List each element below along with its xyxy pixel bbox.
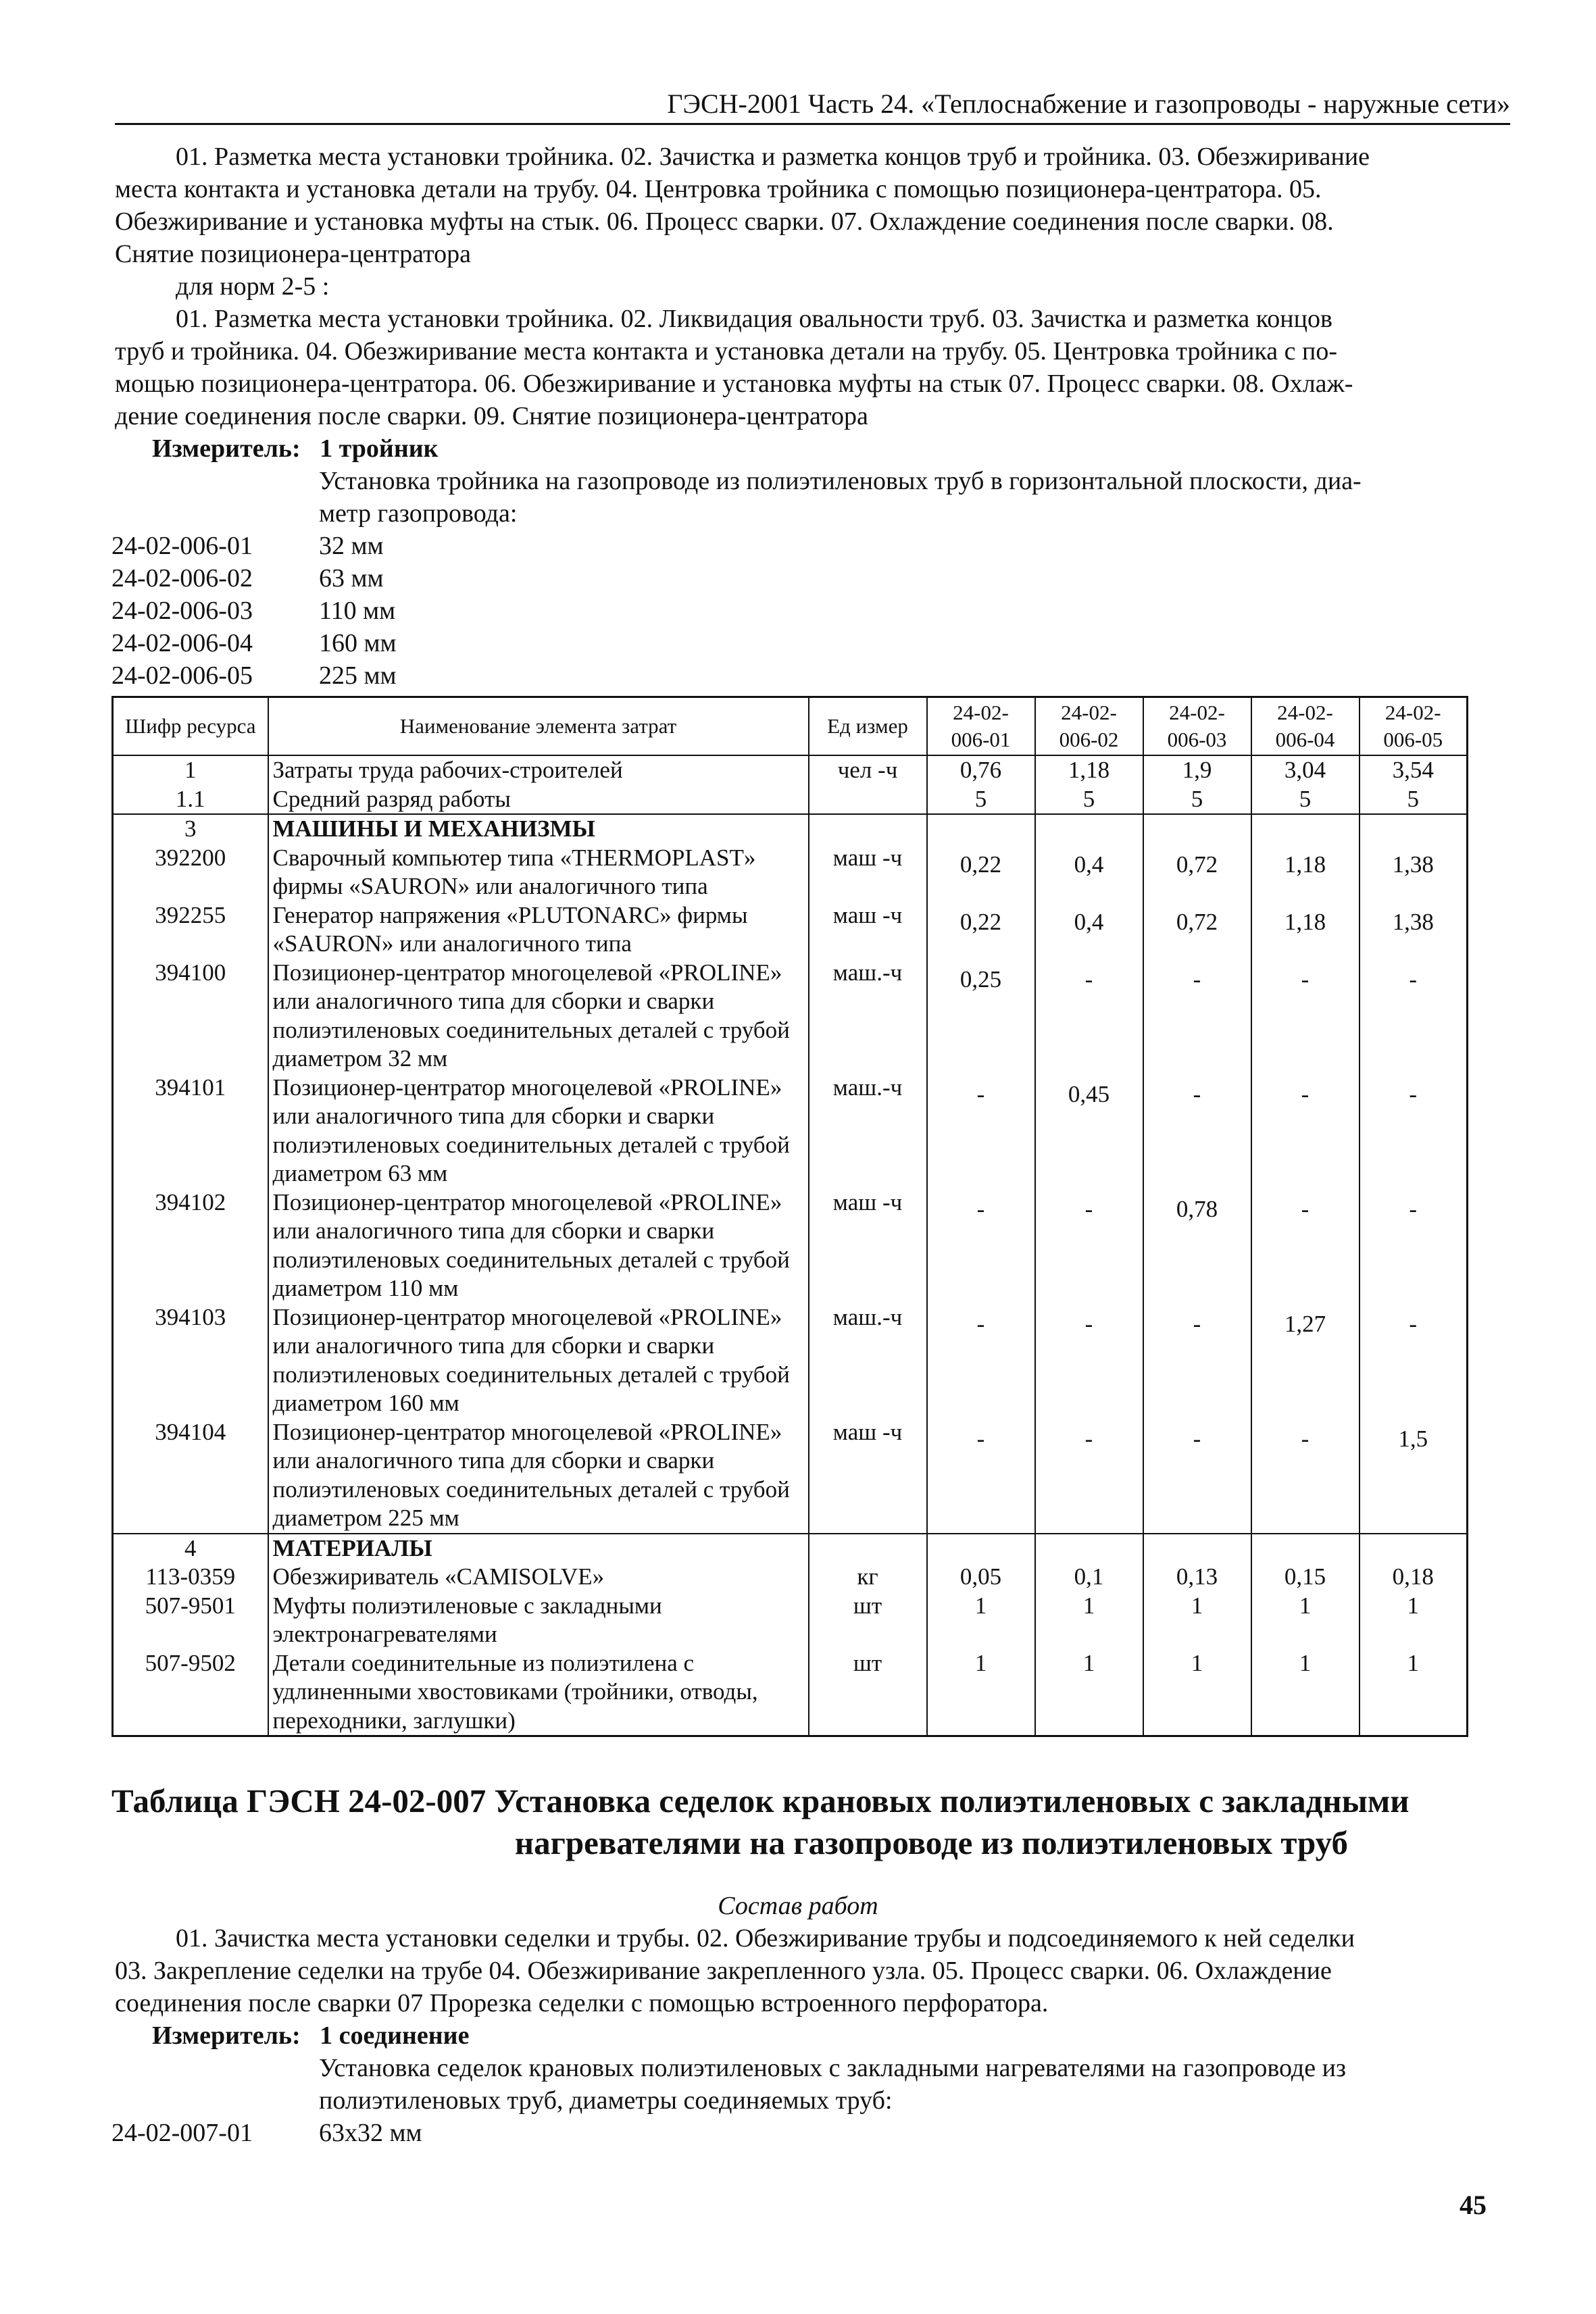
norm-value: - xyxy=(1143,1303,1251,1418)
norms-label: для норм 2-5 : xyxy=(176,272,330,301)
resource-code: 507-9502 xyxy=(113,1649,268,1736)
norm-value: 1 xyxy=(927,1649,1035,1736)
norm-value: 0,18 xyxy=(1360,1563,1468,1592)
resource-unit: маш.-ч xyxy=(809,1074,927,1188)
col-header-norm-03: 24-02- 006-03 xyxy=(1143,697,1251,756)
norm-value: 3,54 xyxy=(1360,755,1468,785)
norm-value xyxy=(1251,814,1360,844)
resource-code: 507-9501 xyxy=(113,1592,268,1649)
norm-value: - xyxy=(927,1303,1035,1418)
norm-value: 3,04 xyxy=(1251,755,1360,785)
resource-unit: кг xyxy=(809,1563,927,1592)
resource-code: 394102 xyxy=(113,1188,268,1303)
norm-value: - xyxy=(1035,959,1143,1074)
table-title: Таблица ГЭСН 24-02-007 Установка седелок крановых полиэтиленовых с закладными нагревателями на газопроводе из полиэтиленовых труб xyxy=(111,1782,1410,1861)
norm-value: 0,13 xyxy=(1143,1563,1251,1592)
norm-value: - xyxy=(1143,959,1251,1074)
resource-name: Позиционер-центратор многоцелевой «PROLINE» или аналогичного типа для сборки и сварки полиэтиленовых соединительных деталей с трубой диаметром 160 мм xyxy=(268,1303,809,1418)
norm-code-list xyxy=(111,530,397,692)
resource-name: Сварочный компьютер типа «THERMOPLAST» фирмы «SAURON» или аналогичного типа xyxy=(268,844,809,901)
resource-code: 4 xyxy=(113,1534,268,1563)
norm-value xyxy=(1143,1534,1251,1563)
norm-value: - xyxy=(1360,1188,1468,1303)
norm-value: - xyxy=(1360,959,1468,1074)
page-number: 45 xyxy=(1460,2190,1487,2220)
norm-value: 5 xyxy=(927,785,1035,815)
norm-value: - xyxy=(1360,1074,1468,1188)
norm-value xyxy=(1035,1534,1143,1563)
norm-value: 0,4 xyxy=(1035,844,1143,901)
norm-value: - xyxy=(1035,1303,1143,1418)
norm-value: 0,05 xyxy=(927,1563,1035,1592)
norm-value xyxy=(1360,814,1468,844)
resource-name: Муфты полиэтиленовые с закладными электронагревателями xyxy=(268,1592,809,1649)
norm-value: 1,5 xyxy=(1360,1418,1468,1534)
resource-unit: шт xyxy=(809,1649,927,1736)
norm-value: 0,22 xyxy=(927,844,1035,901)
works-line: Снятие позиционера-центратора xyxy=(115,240,472,268)
norm-value: 1 xyxy=(1251,1592,1360,1649)
resource-name: МАШИНЫ И МЕХАНИЗМЫ xyxy=(268,814,809,844)
norm-value xyxy=(1035,814,1143,844)
norm-value: 1 xyxy=(927,1592,1035,1649)
header-rule xyxy=(115,123,1510,125)
norm-intro: Установка тройника на газопроводе из полиэтиленовых труб в горизонтальной плоскости, диа- метр газопровода: xyxy=(319,467,1362,528)
table-row xyxy=(113,1303,1468,1418)
resource-unit: чел -ч xyxy=(809,755,927,785)
resource-code: 394100 xyxy=(113,959,268,1074)
col-header-norm-01: 24-02- 006-01 xyxy=(927,697,1035,756)
resource-name: Позиционер-центратор многоцелевой «PROLINE» или аналогичного типа для сборки и сварки полиэтиленовых соединительных деталей с трубой диаметром 32 мм xyxy=(268,959,809,1074)
table-row xyxy=(113,959,1468,1074)
works-line: 03. Закрепление седелки на трубе 04. Обезжиривание закрепленного узла. 05. Процесс сварки. 06. Охлаждение xyxy=(115,1957,1332,1985)
norm-value: 0,25 xyxy=(927,959,1035,1074)
measure-unit: Измеритель: 1 соединение xyxy=(152,2021,470,2050)
resource-name: Обезжириватель «CAMISOLVE» xyxy=(268,1563,809,1592)
resource-unit xyxy=(809,785,927,815)
norm-code-list xyxy=(111,2117,422,2149)
col-header-norm-02: 24-02- 006-02 xyxy=(1035,697,1143,756)
resource-name: МАТЕРИАЛЫ xyxy=(268,1534,809,1563)
norm-value: - xyxy=(1251,1188,1360,1303)
resources-table xyxy=(111,696,1468,1737)
norm-value: - xyxy=(1251,1074,1360,1188)
table-row xyxy=(113,1563,1468,1592)
norm-value: 1 xyxy=(1360,1592,1468,1649)
resource-unit: маш -ч xyxy=(809,844,927,901)
norm-code-row: 24-02-007-01 63х32 мм xyxy=(111,2119,422,2147)
norm-value: 1,38 xyxy=(1360,844,1468,901)
resource-code: 113-0359 xyxy=(113,1563,268,1592)
resource-code: 394104 xyxy=(113,1418,268,1534)
works-line: 01. Разметка места установки тройника. 02. Зачистка и разметка концов труб и тройника. 03. Обезжиривание xyxy=(176,143,1370,171)
norm-value: 0,72 xyxy=(1143,844,1251,901)
table-row xyxy=(113,1534,1468,1563)
resource-code: 1.1 xyxy=(113,785,268,815)
norm-value: - xyxy=(927,1074,1035,1188)
table-row xyxy=(113,844,1468,901)
resource-code: 392255 xyxy=(113,901,268,959)
table-row xyxy=(113,1074,1468,1188)
norm-value: - xyxy=(927,1188,1035,1303)
norm-code-row: 24-02-006-02 63 мм xyxy=(111,564,384,593)
norm-value: - xyxy=(1251,959,1360,1074)
norm-value: 1,18 xyxy=(1251,901,1360,959)
resource-unit: маш -ч xyxy=(809,1188,927,1303)
resource-name: Позиционер-центратор многоцелевой «PROLINE» или аналогичного типа для сборки и сварки полиэтиленовых соединительных деталей с трубой диаметром 110 мм xyxy=(268,1188,809,1303)
norm-code-row: 24-02-006-04 160 мм xyxy=(111,629,397,657)
norm-intro: Установка седелок крановых полиэтиленовых с закладными нагревателями на газопроводе из полиэтиленовых труб, диаметры соединяемых труб: xyxy=(319,2054,1346,2115)
norm-value: - xyxy=(1143,1074,1251,1188)
resource-code: 394101 xyxy=(113,1074,268,1188)
works-line: мощью позиционера-центратора. 06. Обезжиривание и установка муфты на стык 07. Процесс сварки. 08. Охлаж- xyxy=(115,370,1353,398)
resource-code: 3 xyxy=(113,814,268,844)
norm-value: 5 xyxy=(1143,785,1251,815)
table-row xyxy=(113,1188,1468,1303)
norm-value: 1,27 xyxy=(1251,1303,1360,1418)
works-composition-heading: Состав работ xyxy=(718,1892,878,1920)
table-header-row xyxy=(113,697,1468,756)
measure-unit: Измеритель: 1 тройник xyxy=(152,434,439,463)
col-header-norm-04: 24-02- 006-04 xyxy=(1251,697,1360,756)
norm-value: - xyxy=(1360,1303,1468,1418)
table-row xyxy=(113,785,1468,815)
norm-value: 1 xyxy=(1035,1649,1143,1736)
resource-unit xyxy=(809,814,927,844)
norm-value: 1,38 xyxy=(1360,901,1468,959)
table-row xyxy=(113,1592,1468,1649)
resource-name: Детали соединительные из полиэтилена с удлиненными хвостовиками (тройники, отводы, переходники, заглушки) xyxy=(268,1649,809,1736)
norm-value xyxy=(1143,814,1251,844)
norm-value xyxy=(927,814,1035,844)
norm-value: 5 xyxy=(1251,785,1360,815)
norm-value: 0,78 xyxy=(1143,1188,1251,1303)
norm-value: - xyxy=(1143,1418,1251,1534)
table-row xyxy=(113,814,1468,844)
resource-name: Средний разряд работы xyxy=(268,785,809,815)
col-header-unit: Ед измер xyxy=(809,697,927,756)
norm-value: 0,4 xyxy=(1035,901,1143,959)
norm-code-row: 24-02-006-03 110 мм xyxy=(111,597,396,625)
table-row xyxy=(113,1418,1468,1534)
norm-value: 0,45 xyxy=(1035,1074,1143,1188)
norm-value: 1,18 xyxy=(1251,844,1360,901)
works-line: дение соединения после сварки. 09. Снятие позиционера-центратора xyxy=(115,402,868,430)
works-paragraph-2 xyxy=(115,303,1510,432)
norm-value: 1 xyxy=(1143,1649,1251,1736)
resource-unit: маш.-ч xyxy=(809,1303,927,1418)
norm-value: 1 xyxy=(1035,1592,1143,1649)
norm-value: - xyxy=(1035,1188,1143,1303)
norm-value: 5 xyxy=(1035,785,1143,815)
norm-value: 0,76 xyxy=(927,755,1035,785)
norm-value: 0,1 xyxy=(1035,1563,1143,1592)
norm-value xyxy=(1360,1534,1468,1563)
col-header-norm-05: 24-02- 006-05 xyxy=(1360,697,1468,756)
works-line: места контакта и установка детали на трубу. 04. Центровка тройника с помощью позиционера-центратора. 05. xyxy=(115,175,1322,203)
norm-value xyxy=(927,1534,1035,1563)
resource-unit xyxy=(809,1534,927,1563)
resource-code: 1 xyxy=(113,755,268,785)
works-line: труб и тройника. 04. Обезжиривание места контакта и установка детали на трубу. 05. Центровка тройника с по- xyxy=(115,337,1338,366)
norm-value: 1 xyxy=(1251,1649,1360,1736)
resource-name: Позиционер-центратор многоцелевой «PROLINE» или аналогичного типа для сборки и сварки полиэтиленовых соединительных деталей с трубой диаметром 63 мм xyxy=(268,1074,809,1188)
resource-name: Затраты труда рабочих-строителей xyxy=(268,755,809,785)
norm-value: 1,9 xyxy=(1143,755,1251,785)
norm-value: 0,72 xyxy=(1143,901,1251,959)
resource-name: Позиционер-центратор многоцелевой «PROLINE» или аналогичного типа для сборки и сварки полиэтиленовых соединительных деталей с трубой диаметром 225 мм xyxy=(268,1418,809,1534)
norm-value: - xyxy=(927,1418,1035,1534)
table-row xyxy=(113,901,1468,959)
col-header-name: Наименование элемента затрат xyxy=(268,697,809,756)
works-line: соединения после сварки 07 Прорезка седелки с помощью встроенного перфоратора. xyxy=(115,1989,1049,2017)
resource-code: 394103 xyxy=(113,1303,268,1418)
works-line: 01. Зачистка места установки седелки и трубы. 02. Обезжиривание трубы и подсоединяемого к ней седелки xyxy=(176,1924,1355,1953)
norm-code-row: 24-02-006-05 225 мм xyxy=(111,661,397,690)
resource-unit: маш.-ч xyxy=(809,959,927,1074)
norm-value: - xyxy=(1251,1418,1360,1534)
resource-unit: маш -ч xyxy=(809,901,927,959)
resource-code: 392200 xyxy=(113,844,268,901)
works-paragraph-3 xyxy=(115,1922,1510,2019)
works-paragraph-1 xyxy=(115,141,1510,270)
table-row xyxy=(113,755,1468,785)
resource-unit: шт xyxy=(809,1592,927,1649)
resource-unit: маш -ч xyxy=(809,1418,927,1534)
norm-value: 0,15 xyxy=(1251,1563,1360,1592)
works-line: Обезжиривание и установка муфты на стык. 06. Процесс сварки. 07. Охлаждение соединения после сварки. 08. xyxy=(115,207,1334,236)
norm-value: 1,18 xyxy=(1035,755,1143,785)
works-line: 01. Разметка места установки тройника. 02. Ликвидация овальности труб. 03. Зачистка и разметка концов xyxy=(176,305,1332,333)
norm-value: 1 xyxy=(1360,1649,1468,1736)
col-header-code: Шифр ресурса xyxy=(113,697,268,756)
norm-value: - xyxy=(1035,1418,1143,1534)
resource-name: Генератор напряжения «PLUTONARC» фирмы «SAURON» или аналогичного типа xyxy=(268,901,809,959)
norm-value: 0,22 xyxy=(927,901,1035,959)
norm-code-row: 24-02-006-01 32 мм xyxy=(111,532,384,560)
page-header: ГЭСН-2001 Часть 24. «Теплоснабжение и газопроводы - наружные сети» xyxy=(667,89,1510,119)
norm-value: 5 xyxy=(1360,785,1468,815)
norm-value xyxy=(1251,1534,1360,1563)
table-row xyxy=(113,1649,1468,1736)
norm-value: 1 xyxy=(1143,1592,1251,1649)
